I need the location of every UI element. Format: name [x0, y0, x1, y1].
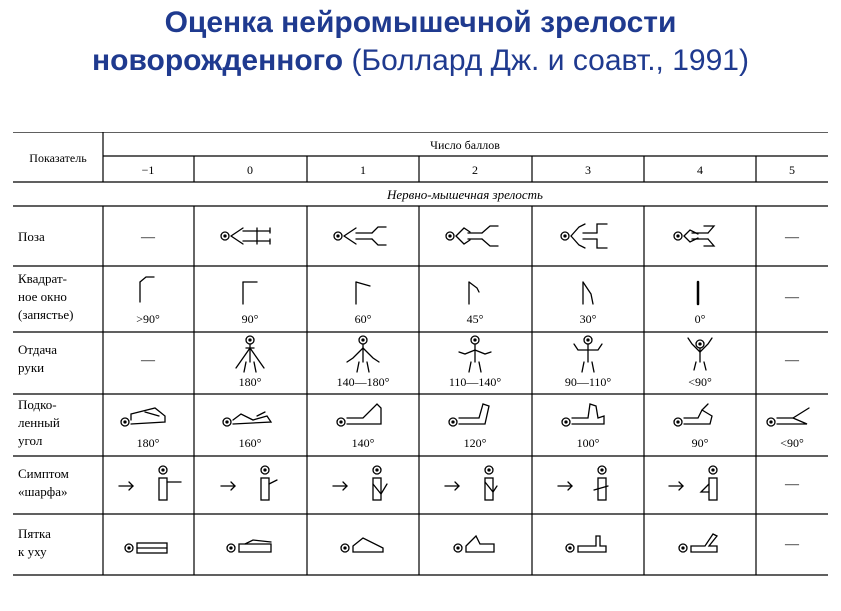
window-caption-3: 30°	[579, 312, 597, 326]
section-title: Нервно-мышечная зрелость	[387, 187, 543, 202]
popliteal-caption-5: <90°	[780, 436, 804, 450]
popliteal-caption-2: 120°	[463, 436, 487, 450]
popliteal-icon-1	[337, 404, 381, 426]
popliteal-caption-0: 160°	[238, 436, 262, 450]
wrist-icon-2	[469, 282, 479, 304]
scarf-icon-0	[221, 466, 277, 500]
popliteal-icon-4	[674, 404, 712, 426]
window-caption-0: 90°	[241, 312, 259, 326]
title-line-2: новорожденного (Боллард Дж. и соавт., 1991)	[92, 44, 749, 77]
row-label-popliteal-2: ленный	[18, 415, 60, 430]
score-col-1: 1	[360, 163, 366, 177]
score-col-3: 3	[585, 163, 591, 177]
row-label-heel-1: Пятка	[18, 526, 51, 541]
recoil-caption-0: 180°	[238, 375, 262, 389]
heel-icon-0	[227, 540, 271, 552]
popliteal-icon-0	[223, 412, 271, 426]
wrist-icon-3	[583, 282, 593, 304]
row-label-window-2: ное окно	[18, 289, 67, 304]
title-line-1: Оценка нейромышечной зрелости	[164, 6, 677, 39]
window-caption-1: 60°	[354, 312, 372, 326]
ballard-table	[13, 132, 828, 576]
row-label-window-1: Квадрат-	[18, 271, 67, 286]
heel-icon-3	[566, 536, 606, 552]
window-caption-minus1: >90°	[136, 312, 160, 326]
posture-icon-2	[446, 226, 498, 246]
row-label-popliteal-3: угол	[18, 433, 43, 448]
score-col-2: 2	[472, 163, 478, 177]
wrist-icon-minus1	[140, 277, 154, 302]
row-label-heel-2: к уху	[18, 544, 47, 559]
popliteal-caption-1: 140°	[351, 436, 375, 450]
heel-icon-minus1	[125, 543, 167, 553]
heel-icon-4	[679, 534, 717, 552]
popliteal-caption-3: 100°	[576, 436, 600, 450]
window-caption-2: 45°	[466, 312, 484, 326]
score-col-0: 0	[247, 163, 253, 177]
popliteal-icon-3	[562, 404, 604, 426]
posture-icon-0	[221, 228, 270, 244]
recoil-caption-3: 90—110°	[564, 375, 612, 389]
recoil-caption-4: <90°	[688, 375, 712, 389]
wrist-icon-1	[356, 282, 370, 304]
recoil-minus1-dash: —	[141, 353, 155, 368]
recoil-icon-1	[347, 336, 379, 372]
heel-5-dash: —	[785, 537, 799, 552]
posture-5-dash: —	[785, 230, 799, 245]
scarf-icon-2	[445, 466, 497, 500]
scarf-icon-1	[333, 466, 387, 500]
popliteal-icon-2	[449, 404, 489, 426]
recoil-icon-0	[236, 336, 264, 372]
row-label-window-3: (запястье)	[18, 307, 74, 322]
row-label-scarf-2: «шарфа»	[18, 484, 68, 499]
recoil-icon-2	[459, 336, 491, 372]
row-label-recoil-1: Отдача	[18, 342, 58, 357]
scarf-5-dash: —	[785, 477, 799, 492]
header-score: Число баллов	[430, 138, 500, 152]
recoil-5-dash: —	[785, 353, 799, 368]
recoil-icon-3	[574, 336, 602, 372]
posture-icon-3	[561, 224, 607, 248]
posture-minus1-dash: —	[141, 230, 155, 245]
recoil-icon-4	[688, 338, 712, 370]
row-label-posture: Поза	[18, 229, 45, 244]
wrist-icon-0	[243, 282, 257, 304]
ballard-table-svg	[13, 132, 828, 576]
scarf-icon-4	[669, 466, 717, 500]
popliteal-caption-minus1: 180°	[136, 436, 160, 450]
row-label-popliteal-1: Подко-	[18, 397, 57, 412]
popliteal-icon-minus1	[121, 408, 165, 426]
recoil-caption-2: 110—140°	[448, 375, 502, 389]
row-label-scarf-1: Симптом	[18, 466, 69, 481]
score-col-minus1: −1	[141, 163, 155, 177]
window-caption-4: 0°	[694, 312, 706, 326]
popliteal-caption-4: 90°	[691, 436, 709, 450]
posture-icon-1	[334, 227, 386, 245]
score-col-4: 4	[697, 163, 703, 177]
page-title	[0, 4, 841, 80]
scarf-icon-3	[558, 466, 608, 500]
heel-icon-2	[454, 536, 494, 552]
scarf-icon-minus1	[119, 466, 181, 500]
score-col-5: 5	[789, 163, 795, 177]
header-indicator: Показатель	[29, 151, 87, 165]
window-5-dash: —	[785, 290, 799, 305]
recoil-caption-1: 140—180°	[336, 375, 390, 389]
heel-icon-1	[341, 538, 383, 552]
row-label-recoil-2: руки	[18, 360, 45, 375]
posture-icon-4	[674, 226, 714, 246]
popliteal-icon-5	[767, 408, 809, 426]
